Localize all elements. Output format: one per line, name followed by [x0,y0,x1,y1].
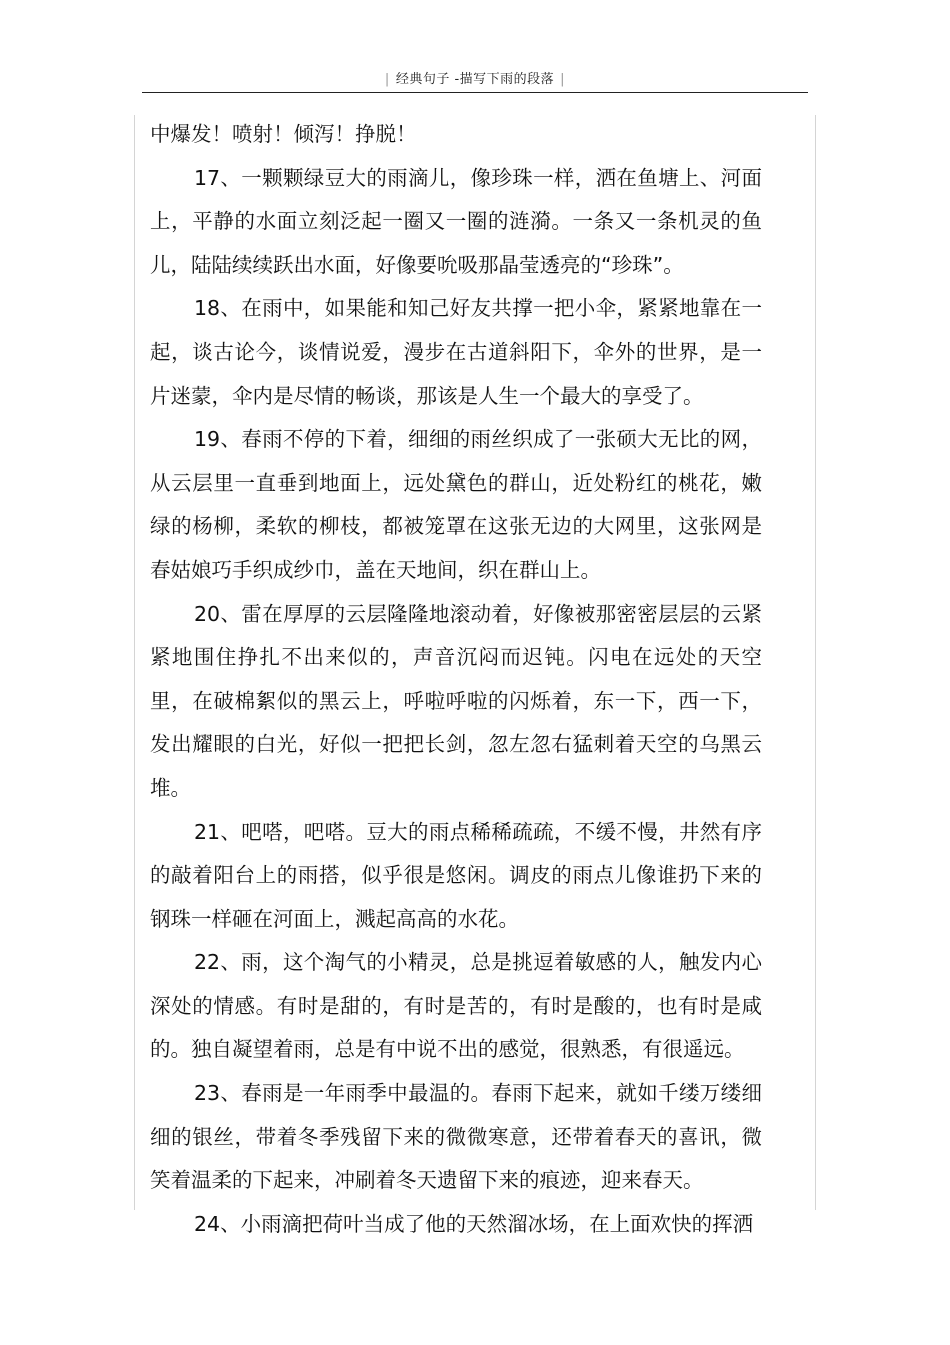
page-header [0,68,950,87]
document-body [150,113,762,1246]
paragraph-20: 20、雷在厚厚的云层隆隆地滚动着，好像被那密密层层的云紧紧地围住挣扎不出来似的，声音沉闷而迟钝。闪电在远处的天空里，在破棉絮似的黑云上，呼啦呼啦的闪烁着，东一下，西一下，发出耀眼的白光，好似一把把长剑，忽左忽右猛刺着天空的乌黑云堆。 [150,601,762,800]
header-divider: | [384,72,390,87]
left-margin-line [134,115,135,1210]
paragraph-18: 18、在雨中，如果能和知己好友共撑一把小伞，紧紧地靠在一起，谈古论今，谈情说爱，漫步在古道斜阳下，伞外的世界，是一片迷蒙，伞内是尽情的畅谈，那该是人生一个最大的享受了。 [150,296,762,408]
header-rule [142,92,808,93]
paragraph-23: 23、春雨是一年雨季中最温的。春雨下起来，就如千缕万缕细细的银丝，带着冬季残留下来的微微寒意，还带着春天的喜讯，微笑着温柔的下起来，冲刷着冬天遗留下来的痕迹，迎来春天。 [150,1081,762,1193]
paragraph-24: 24、小雨滴把荷叶当成了他的天然溜冰场，在上面欢快的挥洒 [194,1211,754,1236]
header-divider: | [560,72,566,87]
paragraph-22: 22、雨，这个淘气的小精灵，总是挑逗着敏感的人，触发内心深处的情感。有时是甜的，有时是苦的，有时是酸的，也有时是咸的。独自凝望着雨，总是有中说不出的感觉，很熟悉，有很遥远。 [150,950,762,1062]
paragraph-17: 17、一颗颗绿豆大的雨滴儿，像珍珠一样，洒在鱼塘上、河面上，平静的水面立刻泛起一圈又一圈的涟漪。一条又一条机灵的鱼儿，陆陆续续跃出水面，好像要吮吸那晶莹透亮的“珍珠”。 [150,165,762,277]
paragraph-continuation: 中爆发！喷射！倾泻！挣脱！ [150,122,417,146]
paragraph-21: 21、吧嗒，吧嗒。豆大的雨点稀稀疏疏，不缓不慢，井然有序的敲着阳台上的雨搭，似乎很是悠闲。调皮的雨点儿像谁扔下来的钢珠一样砸在河面上，溅起高高的水花。 [150,819,762,931]
header-title: -描写下雨的段落 [454,72,555,87]
right-margin-line [815,115,816,1210]
header-category: 经典句子 [395,72,450,87]
paragraph-19: 19、春雨不停的下着，细细的雨丝织成了一张硕大无比的网，从云层里一直垂到地面上，远处黛色的群山，近处粉红的桃花，嫩绿的杨柳，柔软的柳枝，都被笼罩在这张无边的大网里，这张网是春姑娘巧手织成纱巾，盖在天地间，织在群山上。 [150,427,762,582]
